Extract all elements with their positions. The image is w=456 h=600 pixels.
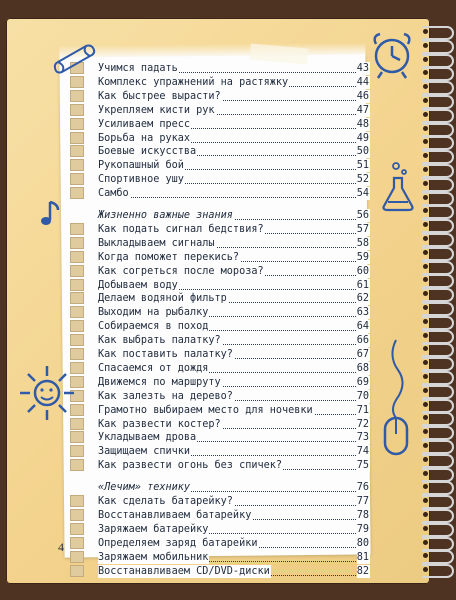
toc-entry-title: Делаем водяной фильтр — [98, 293, 227, 305]
toc-entry-page: 44 — [356, 76, 369, 88]
binding-hole — [423, 167, 428, 172]
bullet-square — [70, 495, 84, 507]
toc-entry-title: Усиливаем пресс — [98, 118, 191, 130]
bullet-square — [70, 223, 84, 235]
toc-entry — [98, 90, 370, 103]
toc-entry-page: 57 — [356, 223, 369, 235]
bullet-square — [70, 251, 84, 263]
toc-entry-title: Выходим на рыбалку — [98, 307, 209, 319]
toc-entry-title: Как развести огонь без спичек? — [98, 460, 283, 472]
binding-hole — [423, 319, 428, 324]
toc-entry — [98, 292, 370, 305]
bullet-square — [70, 565, 84, 577]
toc-entry-title: Спасаемся от дождя — [98, 362, 209, 374]
toc-entry-title: Движемся по маршруту — [98, 376, 221, 388]
toc-entry-title: Борьба на руках — [98, 132, 191, 144]
toc-entry-page: 50 — [356, 146, 369, 158]
toc-entry-title: Укладываем дрова — [98, 432, 197, 444]
toc-entry — [98, 279, 370, 292]
toc-entry-title: Заряжаем мобильник — [98, 551, 209, 563]
binding-hole — [423, 457, 428, 462]
computer-mouse-icon — [378, 336, 412, 466]
toc-entry — [98, 509, 370, 522]
toc-entry — [98, 145, 370, 158]
bullet-square — [70, 537, 84, 549]
toc-entry-title: Определяем заряд батарейки — [98, 537, 258, 549]
binding-hole — [423, 374, 428, 379]
binding-hole — [423, 333, 428, 338]
toc-entry-title: Боевые искусства — [98, 146, 197, 158]
alarm-clock-icon — [366, 28, 418, 80]
binding-hole — [423, 236, 428, 241]
toc-entry-title: Грамотно выбираем место для ночевки — [98, 404, 313, 416]
toc-entry-page: 68 — [356, 362, 369, 374]
leader-dots — [98, 197, 356, 198]
toc-entry-title: Заряжаем батарейку — [98, 523, 209, 535]
binding-hole — [423, 126, 428, 131]
binding-hole — [423, 195, 428, 200]
toc-entry-page: 77 — [356, 496, 369, 507]
binding-hole — [423, 526, 428, 531]
toc-entry-title: Выкладываем сигналы — [98, 237, 215, 249]
toc-entry-page: 47 — [356, 104, 369, 116]
toc-entry-page: 67 — [356, 349, 369, 360]
toc-entry — [98, 537, 370, 550]
toc-entry-title: Спортивное ушу — [98, 174, 184, 186]
toc-entry-page: 72 — [356, 418, 369, 430]
bullet-square — [70, 159, 84, 171]
toc-entry-title: Добываем воду — [98, 279, 178, 291]
toc-entry-page: 74 — [356, 446, 369, 458]
toc-entry-title: Самбо — [98, 188, 129, 200]
toc-section-heading — [98, 209, 370, 222]
toc-entry-title: Как сделать батарейку? — [98, 496, 233, 507]
toc-entry-page: 49 — [356, 132, 369, 144]
toc-section-heading — [98, 481, 370, 494]
bullet-square — [70, 551, 84, 563]
toc-entry-page: 81 — [356, 551, 369, 563]
toc-entry — [98, 431, 370, 444]
binding-hole — [423, 43, 428, 48]
toc-entry — [98, 495, 370, 508]
toc-entry — [98, 376, 370, 389]
toc-entry — [98, 306, 370, 319]
bullet-square — [70, 523, 84, 535]
bullet-square — [70, 104, 84, 116]
toc-entry-title: Как быстрее вырасти? — [98, 90, 221, 102]
toc-entry-title: Укрепляем кисти рук — [98, 104, 215, 116]
toc-entry-page: 79 — [356, 523, 369, 535]
toc-entry — [98, 362, 370, 375]
toc-entry-page: 71 — [356, 404, 369, 416]
toc-entry-title: Как подать сигнал бедствия? — [98, 223, 264, 235]
toc-entry-page: 76 — [356, 482, 369, 494]
bullet-squares — [70, 60, 94, 554]
bullet-square — [70, 306, 84, 318]
binding-hole — [423, 471, 428, 476]
flask-icon — [378, 160, 418, 214]
binding-hole — [423, 305, 428, 310]
toc-entry-title: Собираемся в поход — [98, 321, 209, 333]
bullet-square — [70, 145, 84, 157]
toc-entry-page: 82 — [356, 565, 369, 577]
toc-entry — [98, 523, 370, 536]
binding-hole — [423, 388, 428, 393]
toc-entry-page: 63 — [356, 307, 369, 319]
toc-entry-title: Комплекс упражнений на растяжку — [98, 76, 289, 88]
toc-entry-title: Защищаем спички — [98, 446, 191, 458]
binding-hole — [423, 443, 428, 448]
bullet-square — [70, 459, 84, 471]
bullet-square — [70, 76, 84, 88]
toc-entry — [98, 237, 370, 250]
toc-entry — [98, 265, 370, 278]
toc-entry-page: 60 — [356, 265, 369, 277]
toc-entry-page: 75 — [356, 460, 369, 472]
toc-entry — [98, 187, 370, 200]
binding-hole — [423, 402, 428, 407]
bullet-square — [70, 265, 84, 277]
page-number: 4 — [58, 540, 64, 554]
toc-entry — [98, 445, 370, 458]
binding-hole — [423, 57, 428, 62]
toc-entry-title: Как залезть на дерево? — [98, 390, 233, 402]
bullet-square — [70, 509, 84, 521]
bullet-square — [70, 292, 84, 304]
bullet-square — [70, 348, 84, 360]
toc-entry-page: 52 — [356, 174, 369, 186]
binding-hole — [423, 29, 428, 34]
bullet-square — [70, 431, 84, 443]
toc-entry-page: 69 — [356, 376, 369, 388]
bullet-square — [70, 279, 84, 291]
toc-entry-title: Восстанавливаем CD/DVD-диски — [98, 565, 270, 577]
toc-entry-title: Учимся падать — [98, 63, 178, 74]
toc-entry — [98, 418, 370, 431]
toc-entry-title: Когда поможет перекись? — [98, 251, 240, 263]
toc-entry — [98, 118, 370, 131]
toc-entry-page: 66 — [356, 335, 369, 347]
toc-entry-title: Восстанавливаем батарейку — [98, 509, 252, 521]
toc-entry-page: 48 — [356, 118, 369, 130]
toc-entry — [98, 390, 370, 403]
toc-entry-page: 56 — [356, 210, 369, 221]
toc-entry — [98, 104, 370, 117]
binding-hole — [423, 264, 428, 269]
toc-entry — [98, 62, 370, 75]
binding-hole — [423, 98, 428, 103]
toc-entry — [98, 551, 370, 564]
binding-hole — [423, 512, 428, 517]
toc-entry-page: 64 — [356, 321, 369, 333]
bullet-square — [70, 320, 84, 332]
bullet-square — [70, 237, 84, 249]
binding-hole — [423, 540, 428, 545]
toc-entry-page: 51 — [356, 160, 369, 172]
toc-entry-title: Как развести костер? — [98, 418, 221, 430]
toc-entry-page: 61 — [356, 279, 369, 291]
toc-entry — [98, 565, 370, 578]
toc-entry-page: 46 — [356, 90, 369, 102]
bullet-square — [70, 118, 84, 130]
toc-entry — [98, 348, 370, 361]
toc-entry-title: Как поставить палатку? — [98, 349, 233, 360]
bullet-square — [70, 173, 84, 185]
sun-icon — [16, 362, 78, 424]
toc-entry — [98, 173, 370, 186]
bullet-square — [70, 187, 84, 199]
toc-entry — [98, 76, 370, 89]
toc-entry-title: Как выбрать палатку? — [98, 335, 221, 347]
toc-entry — [98, 320, 370, 333]
toc-entry — [98, 159, 370, 172]
bullet-square — [70, 90, 84, 102]
toc-entry-page: 54 — [356, 188, 369, 200]
toc-entry-title: Как согреться после мороза? — [98, 265, 264, 277]
toc-entry — [98, 251, 370, 264]
toc-entry-page: 78 — [356, 509, 369, 521]
bullet-square — [70, 132, 84, 144]
bullet-square — [70, 334, 84, 346]
toc-entry-page: 80 — [356, 537, 369, 549]
bullet-square — [70, 445, 84, 457]
toc-entry-page: 70 — [356, 390, 369, 402]
toc-entry — [98, 223, 370, 236]
toc-entry — [98, 404, 370, 417]
toc-entry — [98, 334, 370, 347]
binding-hole — [423, 181, 428, 186]
toc-entry-page: 43 — [356, 63, 369, 74]
scroll-icon — [52, 40, 100, 76]
toc-entry-title: Рукопашный бой — [98, 160, 184, 172]
binding-hole — [423, 112, 428, 117]
toc-entry-page: 62 — [356, 293, 369, 305]
toc-entry — [98, 132, 370, 145]
music-note-icon — [40, 198, 62, 228]
toc-entry-page: 58 — [356, 237, 369, 249]
toc-entry-page: 73 — [356, 432, 369, 444]
toc-entry-page: 59 — [356, 251, 369, 263]
binding-hole — [423, 250, 428, 255]
toc-entry-title: «Лечим» технику — [98, 482, 191, 494]
spiral-binding — [420, 26, 454, 582]
toc-entry — [98, 459, 370, 472]
toc-entry-title: Жизненно важные знания — [98, 210, 233, 221]
